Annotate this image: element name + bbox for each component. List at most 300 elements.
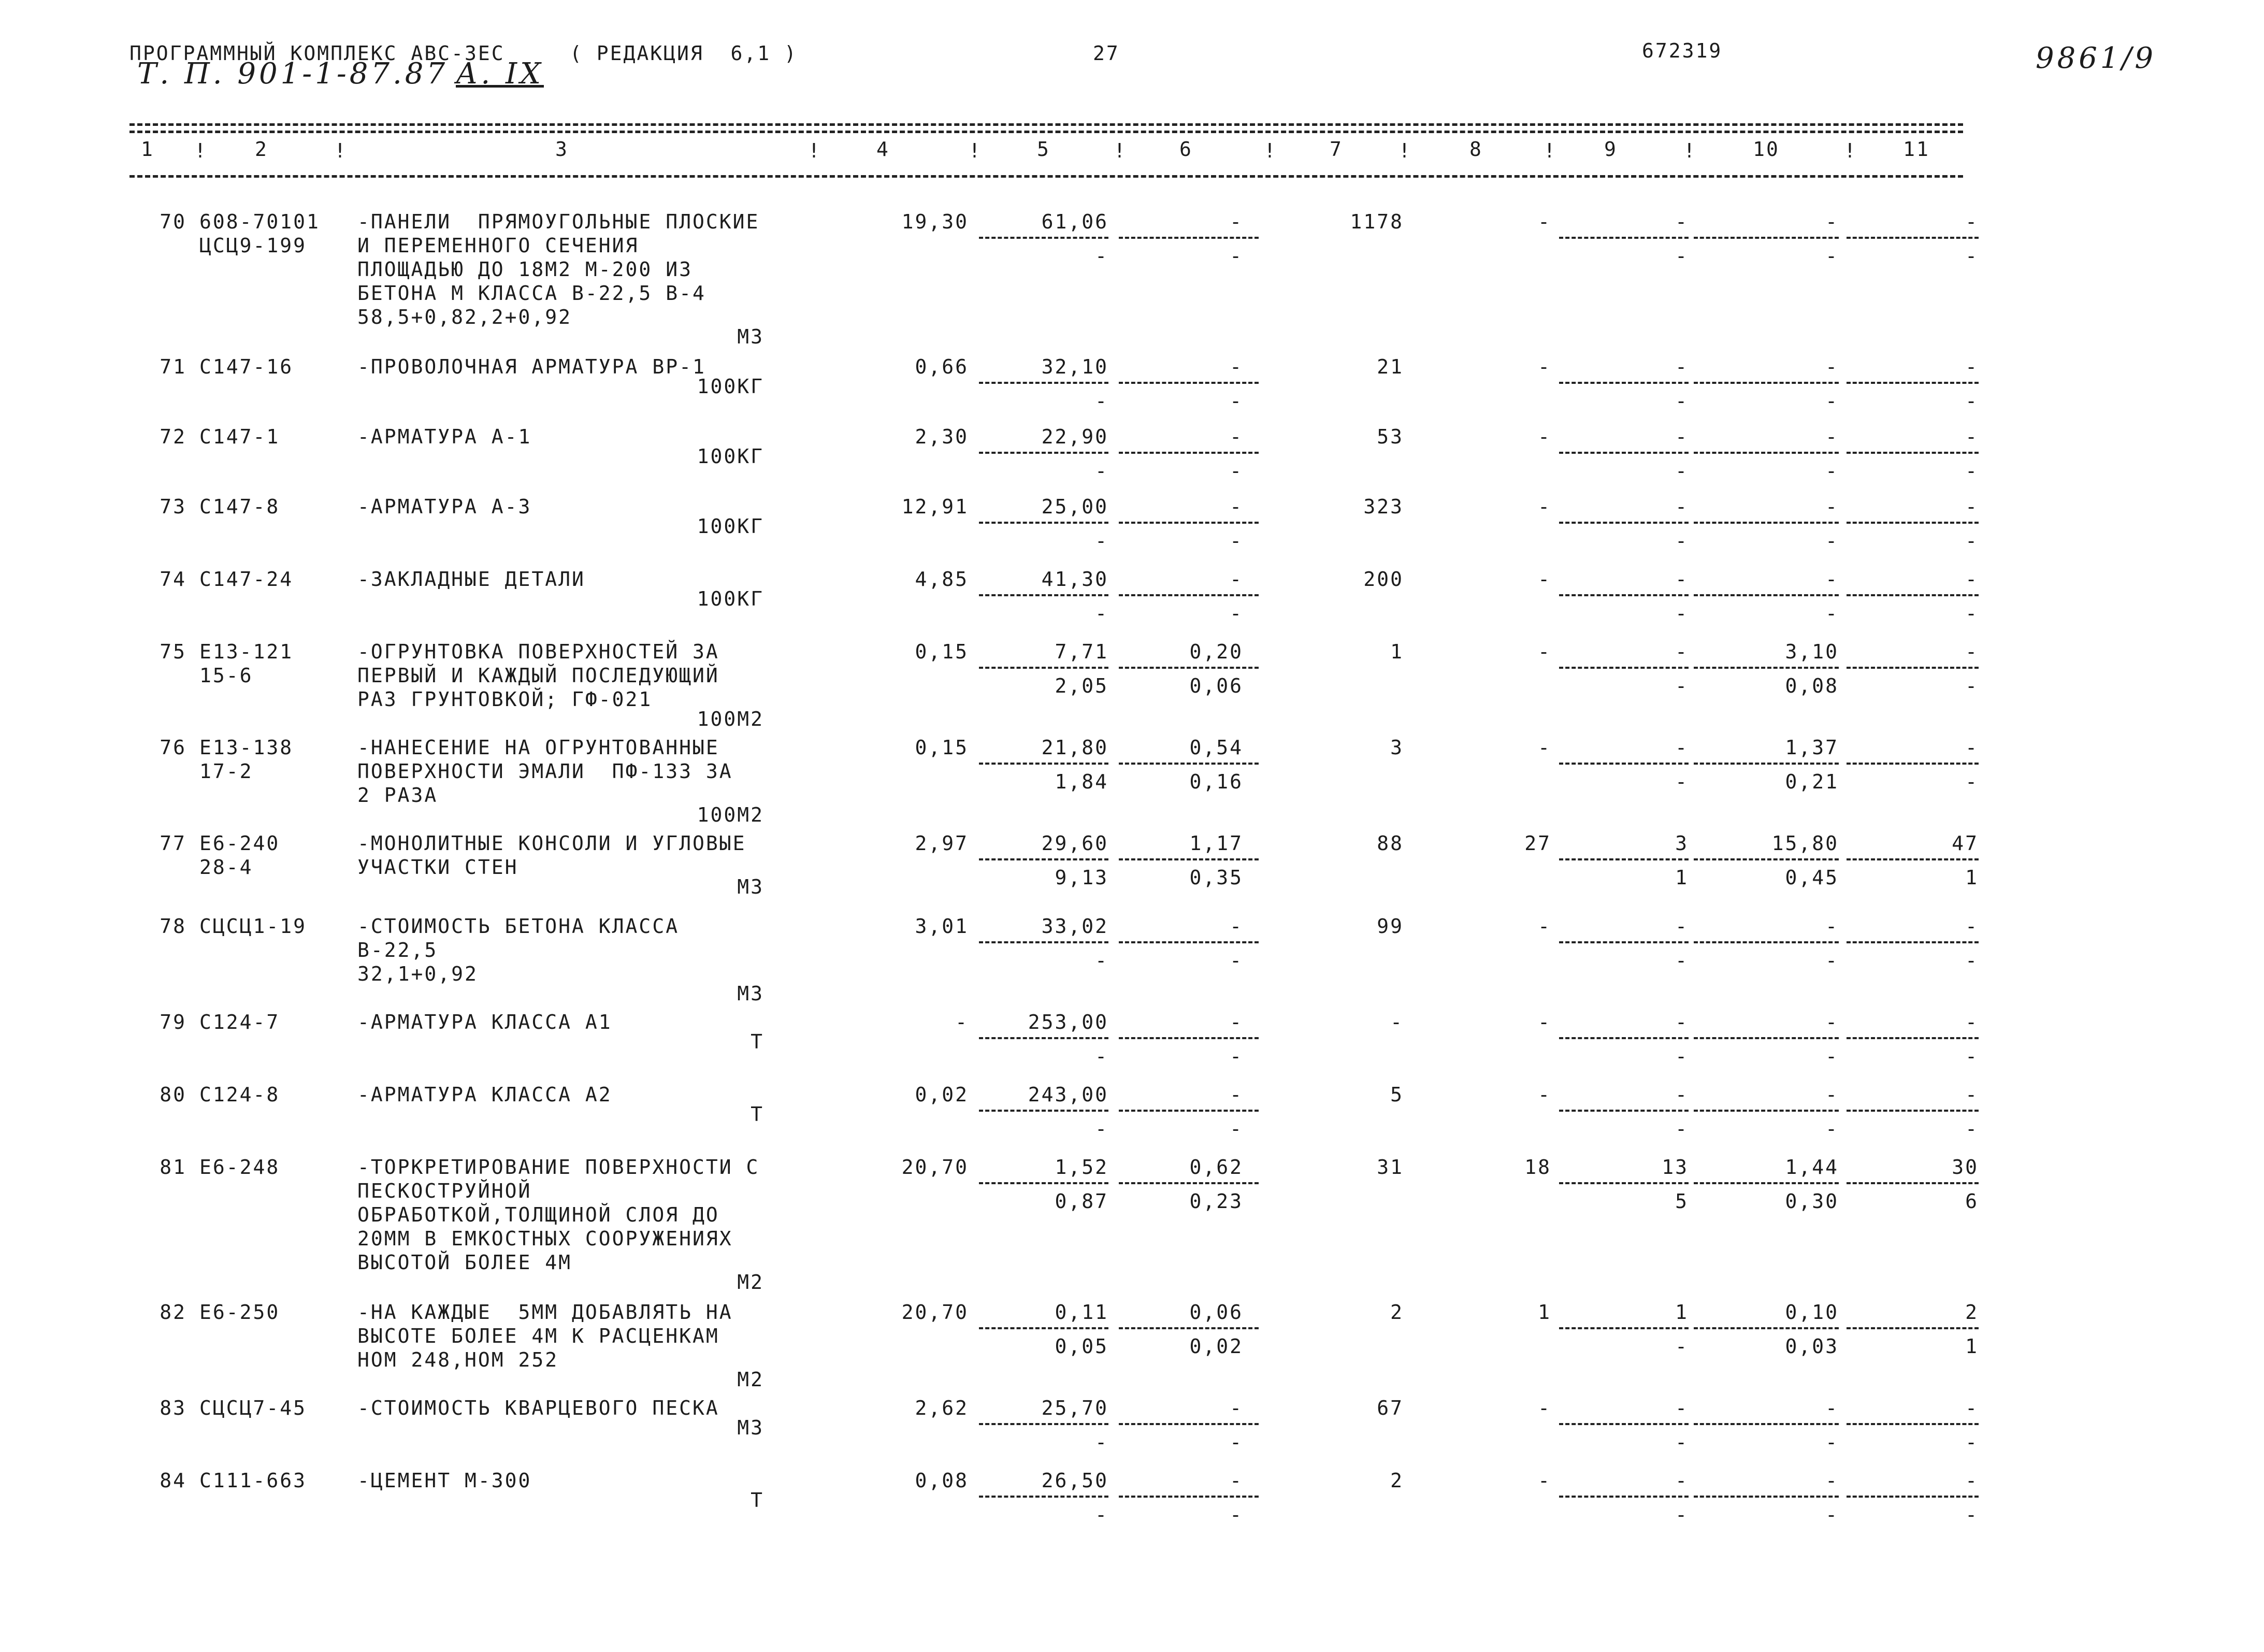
cell-col6-wage: -	[1230, 459, 1243, 482]
cell-col11-wage: -	[1965, 390, 1979, 412]
cell-col11: -	[1965, 915, 1979, 938]
cell-col8: -	[1538, 1397, 1551, 1419]
cell-col10: 3,10	[1785, 640, 1839, 663]
cell-col9-wage: -	[1675, 459, 1689, 482]
rate-code: Е6-250	[199, 1301, 280, 1324]
subtotal-divider	[1694, 1423, 1839, 1425]
rate-code: Е13-138	[199, 736, 294, 759]
cell-col4: 0,02	[915, 1083, 969, 1106]
cell-col11-wage: -	[1965, 602, 1979, 625]
subtotal-divider	[1119, 1182, 1259, 1184]
cell-col9: -	[1675, 1011, 1689, 1033]
cell-col9: -	[1675, 1083, 1689, 1106]
cell-col4: 20,70	[901, 1156, 969, 1179]
work-description: -ОГРУНТОВКА ПОВЕРХНОСТЕЙ ЗА	[357, 640, 719, 663]
unit-of-measure: 100М2	[697, 708, 764, 730]
cell-col9-wage: -	[1675, 770, 1689, 793]
cell-col7: 1178	[1350, 210, 1404, 233]
header-rule-bottom	[129, 175, 1963, 178]
subtotal-divider	[1847, 1327, 1979, 1329]
column-header: 5	[1037, 138, 1050, 161]
cell-col8: 1	[1538, 1301, 1551, 1324]
cell-col10-wage: -	[1825, 245, 1839, 267]
row-number: 72	[160, 425, 186, 448]
subtotal-divider	[1119, 452, 1259, 454]
unit-of-measure: М2	[737, 1271, 764, 1294]
work-description: -ПАНЕЛИ ПРЯМОУГОЛЬНЫЕ ПЛОСКИЕ	[357, 210, 760, 233]
cell-col4: 3,01	[915, 915, 969, 938]
work-description: ВЫСОТЕ БОЛЕЕ 4М К РАСЦЕНКАМ	[357, 1325, 719, 1347]
cell-col9-wage: -	[1675, 390, 1689, 412]
cell-col10: -	[1825, 210, 1839, 233]
cell-col6-wage: -	[1230, 529, 1243, 552]
cell-col10: -	[1825, 355, 1839, 378]
column-header: 3	[555, 138, 569, 161]
cell-col10-wage: -	[1825, 529, 1839, 552]
column-header: 1	[141, 138, 154, 161]
cell-col4: -	[955, 1011, 969, 1033]
cell-col7: 88	[1377, 832, 1404, 855]
cell-col8: -	[1538, 640, 1551, 663]
column-separator: !	[1398, 139, 1412, 162]
subtotal-divider	[1694, 522, 1839, 524]
rate-code: 608-70101	[199, 210, 320, 233]
cell-col5: 22,90	[1041, 425, 1108, 448]
cell-col9-wage: -	[1675, 674, 1689, 697]
cell-col5-wage: -	[1095, 1117, 1108, 1140]
work-description: РАЗ ГРУНТОВКОЙ; ГФ-021	[357, 688, 653, 711]
cell-col5-wage: 2,05	[1055, 674, 1108, 697]
cell-col10: -	[1825, 915, 1839, 938]
work-description: 58,5+0,82,2+0,92	[357, 306, 572, 328]
column-separator: !	[1844, 139, 1857, 162]
rate-code: Е13-121	[199, 640, 294, 663]
subtotal-divider	[979, 1327, 1108, 1329]
header-rule-top	[129, 123, 1963, 126]
cell-col6: 0,62	[1189, 1156, 1243, 1179]
header-rule-top-2	[129, 131, 1963, 133]
cell-col10-wage: 0,21	[1785, 770, 1839, 793]
cell-col8: -	[1538, 425, 1551, 448]
rate-code: С147-16	[199, 355, 294, 378]
cell-col10-wage: -	[1825, 949, 1839, 972]
work-description: -СТОИМОСТЬ КВАРЦЕВОГО ПЕСКА	[357, 1397, 719, 1419]
subtotal-divider	[1119, 237, 1259, 239]
cell-col9-wage: -	[1675, 1431, 1689, 1454]
work-description: УЧАСТКИ СТЕН	[357, 856, 518, 879]
column-separator: !	[969, 139, 982, 162]
cell-col8: -	[1538, 355, 1551, 378]
rate-code: 28-4	[199, 856, 253, 879]
cell-col9: -	[1675, 355, 1689, 378]
cell-col8: -	[1538, 1083, 1551, 1106]
cell-col8: -	[1538, 568, 1551, 591]
unit-of-measure: 100КГ	[697, 515, 764, 538]
subtotal-divider	[1847, 237, 1979, 239]
subtotal-divider	[1847, 522, 1979, 524]
cell-col10-wage: -	[1825, 390, 1839, 412]
subtotal-divider	[1847, 1110, 1979, 1112]
cell-col9: -	[1675, 736, 1689, 759]
cell-col6-wage: 0,06	[1189, 674, 1243, 697]
cell-col10-wage: 0,03	[1785, 1335, 1839, 1358]
cell-col6: -	[1230, 1397, 1243, 1419]
cell-col10: -	[1825, 495, 1839, 518]
subtotal-divider	[1559, 1037, 1689, 1039]
subtotal-divider	[1559, 667, 1689, 669]
cell-col4: 12,91	[901, 495, 969, 518]
cell-col11: -	[1965, 1011, 1979, 1033]
work-description: -АРМАТУРА КЛАССА А2	[357, 1083, 612, 1106]
row-number: 83	[160, 1397, 186, 1419]
subtotal-divider	[979, 1110, 1108, 1112]
work-description: В-22,5	[357, 939, 438, 961]
subtotal-divider	[979, 763, 1108, 765]
cell-col10: -	[1825, 1469, 1839, 1492]
work-description: ПЕРВЫЙ И КАЖДЫЙ ПОСЛЕДУЮЩИЙ	[357, 664, 719, 687]
cell-col10: 1,44	[1785, 1156, 1839, 1179]
subtotal-divider	[1559, 237, 1689, 239]
row-number: 74	[160, 568, 186, 591]
cell-col7: 31	[1377, 1156, 1404, 1179]
subtotal-divider	[1559, 1496, 1689, 1498]
unit-of-measure: 100КГ	[697, 445, 764, 468]
cell-col6-wage: -	[1230, 1431, 1243, 1454]
cell-col10-wage: -	[1825, 1117, 1839, 1140]
cell-col6-wage: -	[1230, 1503, 1243, 1526]
cell-col7: 5	[1390, 1083, 1404, 1106]
cell-col5-wage: 1,84	[1055, 770, 1108, 793]
work-description: И ПЕРЕМЕННОГО СЕЧЕНИЯ	[357, 234, 639, 257]
cell-col11-wage: 1	[1965, 1335, 1979, 1358]
cell-col9: 13	[1662, 1156, 1689, 1179]
subtotal-divider	[979, 594, 1108, 596]
cell-col5: 32,10	[1041, 355, 1108, 378]
unit-of-measure: Т	[751, 1030, 764, 1053]
subtotal-divider	[1694, 667, 1839, 669]
subtotal-divider	[1847, 941, 1979, 943]
column-header: 9	[1604, 138, 1618, 161]
subtotal-divider	[1847, 667, 1979, 669]
cell-col11-wage: 1	[1965, 866, 1979, 889]
cell-col10-wage: -	[1825, 1431, 1839, 1454]
work-description: -ТОРКРЕТИРОВАНИЕ ПОВЕРХНОСТИ С	[357, 1156, 760, 1179]
cell-col11: -	[1965, 1469, 1979, 1492]
cell-col11-wage: -	[1965, 1117, 1979, 1140]
column-header: 2	[255, 138, 268, 161]
subtotal-divider	[979, 1496, 1108, 1498]
column-separator: !	[1114, 139, 1127, 162]
cell-col6-wage: 0,35	[1189, 866, 1243, 889]
subtotal-divider	[1119, 1327, 1259, 1329]
work-description: -НА КАЖДЫЕ 5ММ ДОБАВЛЯТЬ НА	[357, 1301, 733, 1324]
subtotal-divider	[1559, 382, 1689, 384]
subtotal-divider	[1119, 667, 1259, 669]
column-separator: !	[1264, 139, 1277, 162]
cell-col10: -	[1825, 1397, 1839, 1419]
subtotal-divider	[1119, 594, 1259, 596]
cell-col5: 1,52	[1055, 1156, 1108, 1179]
cell-col5: 26,50	[1041, 1469, 1108, 1492]
cell-col8: -	[1538, 210, 1551, 233]
cell-col11-wage: -	[1965, 245, 1979, 267]
cell-col6: -	[1230, 425, 1243, 448]
rate-code: 15-6	[199, 664, 253, 687]
work-description: -ЗАКЛАДНЫЕ ДЕТАЛИ	[357, 568, 585, 591]
cell-col5: 61,06	[1041, 210, 1108, 233]
row-number: 77	[160, 832, 186, 855]
subtotal-divider	[1847, 1037, 1979, 1039]
cell-col9: -	[1675, 568, 1689, 591]
subtotal-divider	[1694, 1327, 1839, 1329]
cell-col7: 2	[1390, 1469, 1404, 1492]
row-number: 78	[160, 915, 186, 938]
subtotal-divider	[979, 941, 1108, 943]
subtotal-divider	[1559, 941, 1689, 943]
subtotal-divider	[1119, 1496, 1259, 1498]
work-description: ПЕСКОСТРУЙНОЙ	[357, 1180, 532, 1202]
cell-col10: -	[1825, 568, 1839, 591]
work-description: -АРМАТУРА А-3	[357, 495, 532, 518]
work-description: НОМ 248,НОМ 252	[357, 1348, 559, 1371]
rate-code: СЦСЦ1-19	[199, 915, 307, 938]
unit-of-measure: 100КГ	[697, 587, 764, 610]
unit-of-measure: 100М2	[697, 803, 764, 826]
cell-col10-wage: 0,08	[1785, 674, 1839, 697]
work-description: ОБРАБОТКОЙ,ТОЛЩИНОЙ СЛОЯ ДО	[357, 1203, 719, 1226]
cell-col10: 15,80	[1771, 832, 1839, 855]
cell-col6: -	[1230, 355, 1243, 378]
cell-col6-wage: 0,02	[1189, 1335, 1243, 1358]
cell-col8: -	[1538, 1469, 1551, 1492]
cell-col5-wage: 0,05	[1055, 1335, 1108, 1358]
subtotal-divider	[1559, 1110, 1689, 1112]
unit-of-measure: М3	[737, 1416, 764, 1439]
cell-col9-wage: -	[1675, 1503, 1689, 1526]
column-separator: !	[334, 139, 348, 162]
cell-col11: 30	[1952, 1156, 1979, 1179]
rate-code: Е6-248	[199, 1156, 280, 1179]
cell-col9: -	[1675, 1469, 1689, 1492]
cell-col9: 1	[1675, 1301, 1689, 1324]
row-number: 70	[160, 210, 186, 233]
column-header: 4	[876, 138, 890, 161]
cell-col11: -	[1965, 1397, 1979, 1419]
row-number: 71	[160, 355, 186, 378]
column-separator: !	[1683, 139, 1697, 162]
cell-col6-wage: -	[1230, 949, 1243, 972]
subtotal-divider	[1694, 594, 1839, 596]
cell-col10: 0,10	[1785, 1301, 1839, 1324]
subtotal-divider	[1119, 858, 1259, 860]
cell-col10: -	[1825, 1011, 1839, 1033]
column-separator: !	[808, 139, 821, 162]
cell-col5: 253,00	[1028, 1011, 1108, 1033]
subtotal-divider	[979, 452, 1108, 454]
cell-col5: 25,00	[1041, 495, 1108, 518]
cell-col7: 200	[1363, 568, 1404, 591]
cell-col9: -	[1675, 640, 1689, 663]
cell-col5-wage: -	[1095, 1045, 1108, 1068]
row-number: 79	[160, 1011, 186, 1033]
subtotal-divider	[1847, 1423, 1979, 1425]
row-number: 84	[160, 1469, 186, 1492]
cell-col11: -	[1965, 736, 1979, 759]
cell-col9-wage: -	[1675, 1335, 1689, 1358]
cell-col6: -	[1230, 210, 1243, 233]
cell-col9: -	[1675, 495, 1689, 518]
rate-code: С124-8	[199, 1083, 280, 1106]
cell-col5: 25,70	[1041, 1397, 1108, 1419]
cell-col5-wage: -	[1095, 949, 1108, 972]
subtotal-divider	[1559, 1327, 1689, 1329]
cell-col6: -	[1230, 495, 1243, 518]
cell-col6-wage: -	[1230, 602, 1243, 625]
subtotal-divider	[979, 522, 1108, 524]
cell-col11-wage: -	[1965, 674, 1979, 697]
cell-col10-wage: 0,45	[1785, 866, 1839, 889]
subtotal-divider	[1694, 382, 1839, 384]
subtotal-divider	[1694, 763, 1839, 765]
cell-col11-wage: -	[1965, 1045, 1979, 1068]
cell-col11-wage: -	[1965, 770, 1979, 793]
cell-col4: 0,08	[915, 1469, 969, 1492]
cell-col7: 67	[1377, 1397, 1404, 1419]
subtotal-divider	[1694, 452, 1839, 454]
cell-col6-wage: 0,23	[1189, 1190, 1243, 1213]
work-description: -СТОИМОСТЬ БЕТОНА КЛАССА	[357, 915, 680, 938]
subtotal-divider	[1119, 522, 1259, 524]
cell-col5-wage: 9,13	[1055, 866, 1108, 889]
subtotal-divider	[1559, 858, 1689, 860]
cell-col4: 0,15	[915, 736, 969, 759]
subtotal-divider	[1559, 1182, 1689, 1184]
cell-col6: -	[1230, 568, 1243, 591]
project-number: Т. П. 901-1-87.87	[137, 57, 449, 91]
cell-col11: 47	[1952, 832, 1979, 855]
subtotal-divider	[1694, 1110, 1839, 1112]
work-description: 2 РАЗА	[357, 784, 438, 807]
cell-col9: -	[1675, 915, 1689, 938]
rate-code: С147-1	[199, 425, 280, 448]
subtotal-divider	[1694, 1182, 1839, 1184]
cell-col5: 41,30	[1041, 568, 1108, 591]
work-description: -АРМАТУРА КЛАССА А1	[357, 1011, 612, 1033]
cell-col5-wage: 0,87	[1055, 1190, 1108, 1213]
cell-col8: -	[1538, 915, 1551, 938]
subtotal-divider	[979, 1037, 1108, 1039]
unit-of-measure: М2	[737, 1368, 764, 1391]
cell-col11: -	[1965, 568, 1979, 591]
cell-col10-wage: -	[1825, 1045, 1839, 1068]
cell-col7: -	[1390, 1011, 1404, 1033]
cell-col7: 53	[1377, 425, 1404, 448]
cell-col11-wage: -	[1965, 949, 1979, 972]
subtotal-divider	[1119, 763, 1259, 765]
cell-col9-wage: -	[1675, 1117, 1689, 1140]
row-number: 80	[160, 1083, 186, 1106]
unit-of-measure: М3	[737, 875, 764, 898]
cell-col4: 20,70	[901, 1301, 969, 1324]
rate-code: С147-24	[199, 568, 294, 591]
subtotal-divider	[979, 382, 1108, 384]
subtotal-divider	[1694, 941, 1839, 943]
cell-col6: -	[1230, 1011, 1243, 1033]
subtotal-divider	[1119, 382, 1259, 384]
rate-code: СЦСЦ7-45	[199, 1397, 307, 1419]
cell-col4: 0,66	[915, 355, 969, 378]
subtotal-divider	[1694, 1496, 1839, 1498]
subtotal-divider	[1119, 1110, 1259, 1112]
cell-col11-wage: -	[1965, 1431, 1979, 1454]
work-description: -МОНОЛИТНЫЕ КОНСОЛИ И УГЛОВЫЕ	[357, 832, 746, 855]
row-number: 81	[160, 1156, 186, 1179]
cell-col9-wage: 1	[1675, 866, 1689, 889]
subtotal-divider	[1119, 941, 1259, 943]
cell-col6-wage: -	[1230, 1045, 1243, 1068]
cell-col10-wage: -	[1825, 602, 1839, 625]
cell-col4: 0,15	[915, 640, 969, 663]
cell-col6: 0,06	[1189, 1301, 1243, 1324]
cell-col7: 2	[1390, 1301, 1404, 1324]
program-title: ПРОГРАММНЫЙ КОМПЛЕКС АВС-3ЕС	[129, 42, 505, 65]
subtotal-divider	[1119, 1037, 1259, 1039]
work-description: ПЛОЩАДЬЮ ДО 18М2 М-200 ИЗ	[357, 258, 693, 281]
cell-col9: 3	[1675, 832, 1689, 855]
cell-col10-wage: -	[1825, 459, 1839, 482]
page-number: 27	[1093, 42, 1120, 65]
cell-col7: 21	[1377, 355, 1404, 378]
cell-col4: 2,30	[915, 425, 969, 448]
column-header: 10	[1753, 138, 1780, 161]
cell-col11: -	[1965, 495, 1979, 518]
cell-col11: -	[1965, 640, 1979, 663]
cell-col8: -	[1538, 736, 1551, 759]
cell-col5-wage: -	[1095, 1431, 1108, 1454]
subtotal-divider	[1694, 858, 1839, 860]
work-description: БЕТОНА М КЛАССА В-22,5 В-4	[357, 282, 706, 305]
cell-col10: -	[1825, 1083, 1839, 1106]
subtotal-divider	[979, 1182, 1108, 1184]
document-code: 672319	[1642, 39, 1723, 62]
cell-col11-wage: -	[1965, 529, 1979, 552]
sheet-number: 9861/9	[2036, 41, 2157, 75]
cell-col9-wage: -	[1675, 529, 1689, 552]
cell-col11: -	[1965, 1083, 1979, 1106]
rate-code: ЦСЦ9-199	[199, 234, 307, 257]
rate-code: С124-7	[199, 1011, 280, 1033]
cell-col6-wage: 0,16	[1189, 770, 1243, 793]
cell-col11-wage: -	[1965, 1503, 1979, 1526]
column-separator: !	[1544, 139, 1557, 162]
cell-col5-wage: -	[1095, 529, 1108, 552]
rate-code: Е6-240	[199, 832, 280, 855]
subtotal-divider	[1559, 522, 1689, 524]
cell-col5: 33,02	[1041, 915, 1108, 938]
cell-col11: -	[1965, 210, 1979, 233]
column-header: 7	[1330, 138, 1343, 161]
cell-col7: 99	[1377, 915, 1404, 938]
cell-col5: 21,80	[1041, 736, 1108, 759]
work-description: ВЫСОТОЙ БОЛЕЕ 4М	[357, 1251, 572, 1274]
unit-of-measure: М3	[737, 325, 764, 348]
subtotal-divider	[1847, 858, 1979, 860]
work-description: -ПРОВОЛОЧНАЯ АРМАТУРА ВР-1	[357, 355, 706, 378]
cell-col6-wage: -	[1230, 390, 1243, 412]
cell-col9: -	[1675, 1397, 1689, 1419]
cell-col6: 1,17	[1189, 832, 1243, 855]
rate-code: С111-663	[199, 1469, 307, 1492]
